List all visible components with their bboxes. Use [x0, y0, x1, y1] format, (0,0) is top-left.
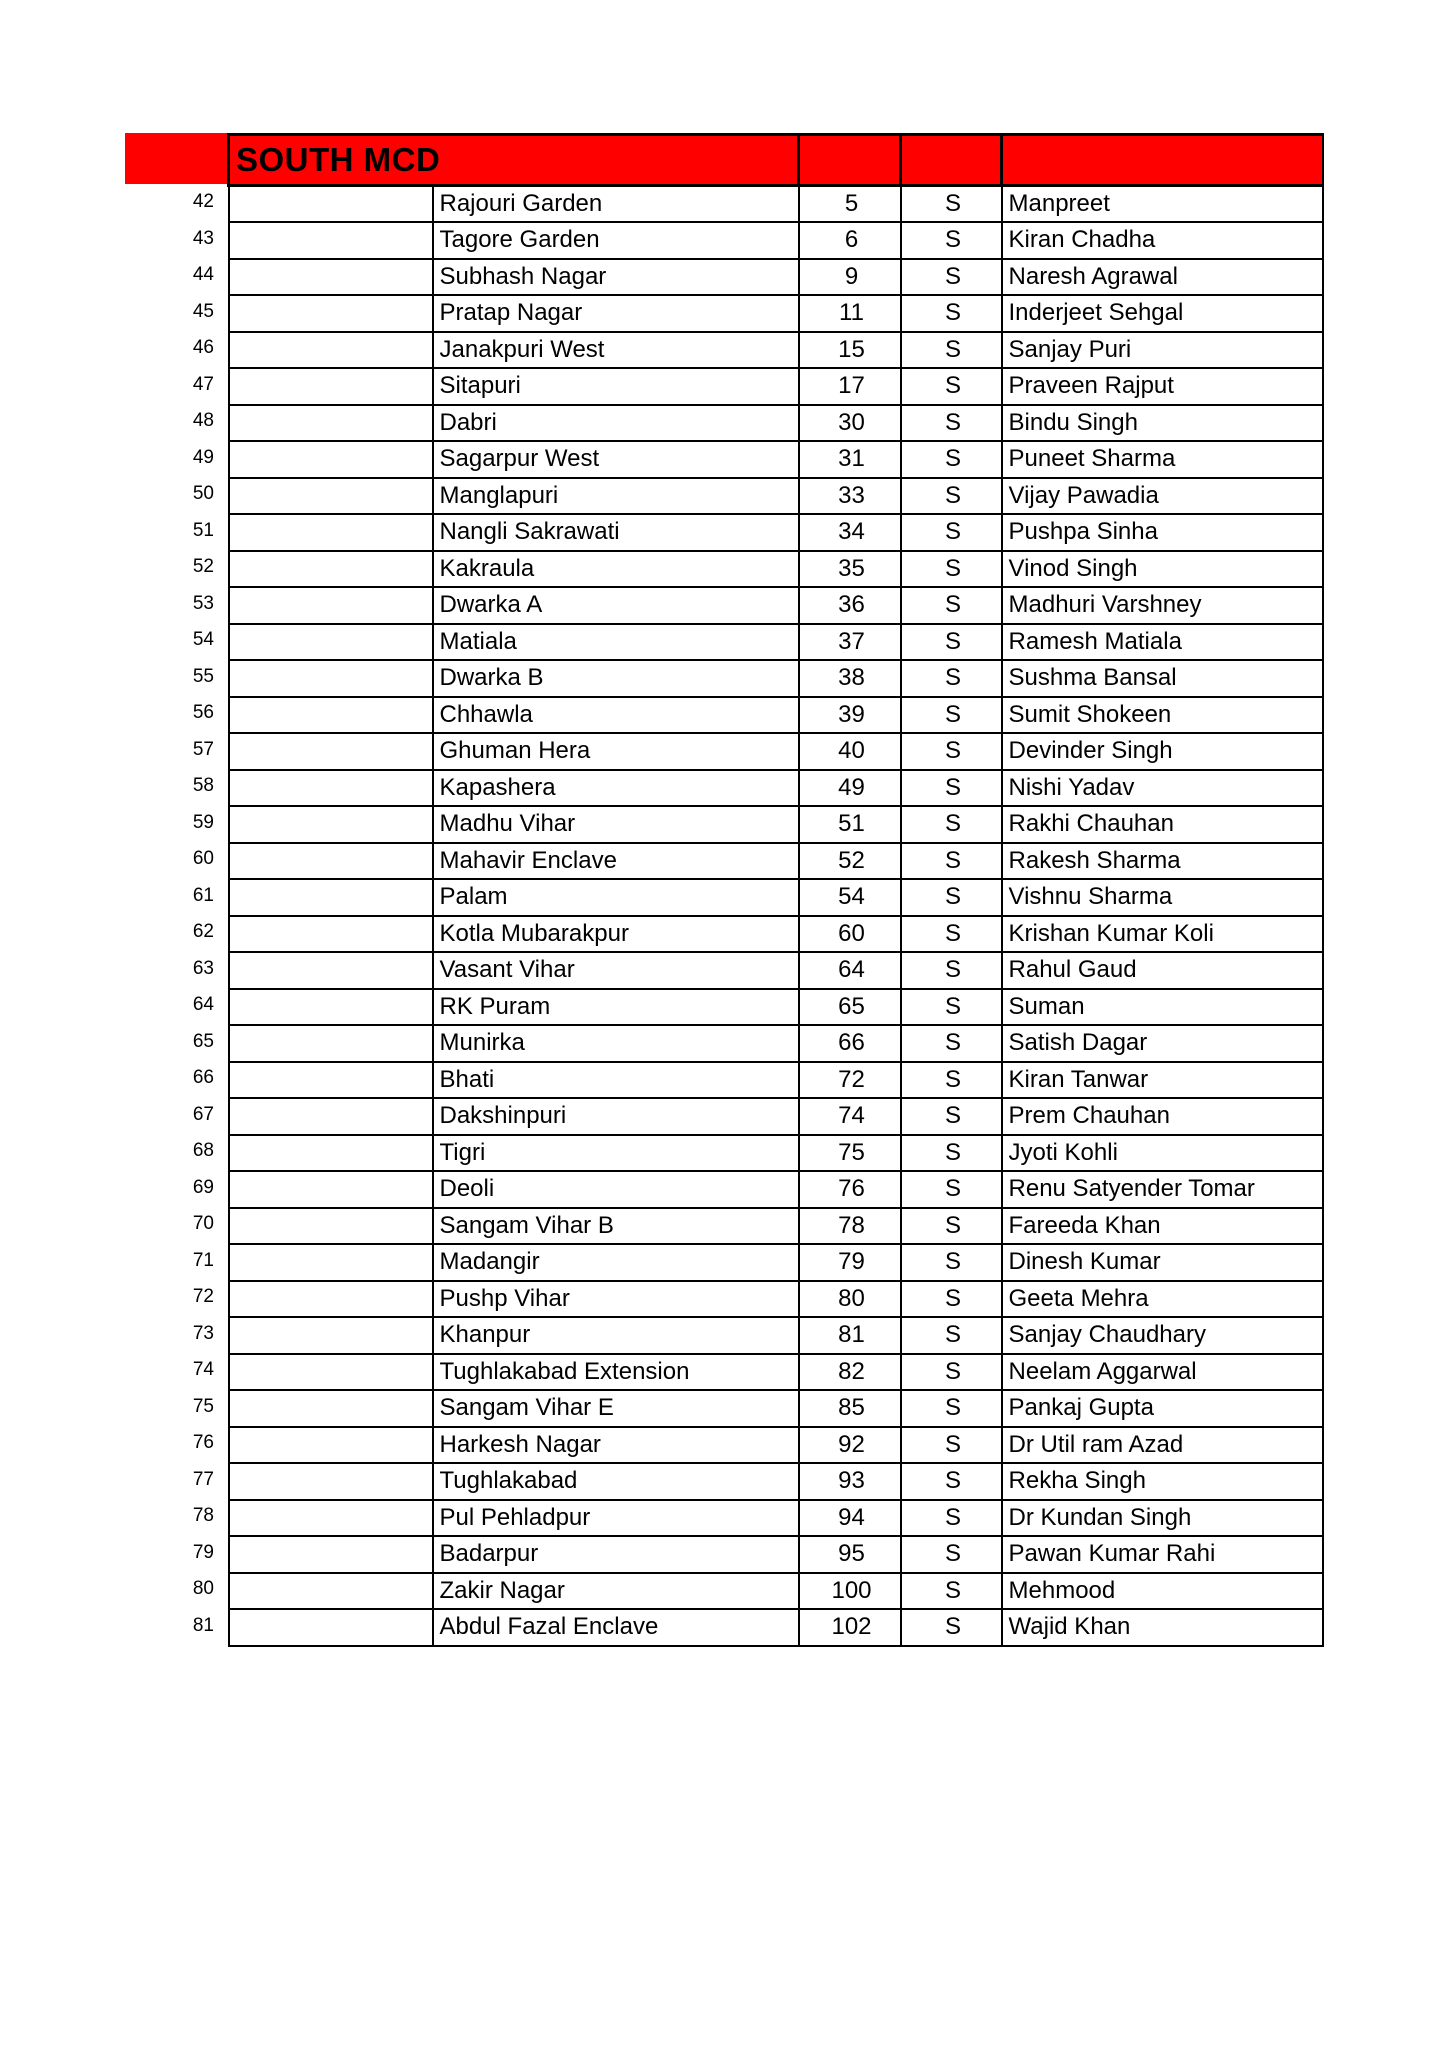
zone-cell: S	[901, 733, 1002, 770]
zone-cell: S	[901, 989, 1002, 1026]
area-cell: Kotla Mubarakpur	[433, 916, 799, 953]
row-number: 56	[192, 702, 214, 723]
name-cell: Dr Util ram Azad	[1002, 1427, 1323, 1464]
table-row	[229, 1500, 1323, 1537]
table-row	[229, 222, 1323, 259]
zone-cell: S	[901, 514, 1002, 551]
area-cell: Ghuman Hera	[433, 733, 799, 770]
area-cell: Sangam Vihar E	[433, 1390, 799, 1427]
table-row	[229, 259, 1323, 296]
zone-cell: S	[901, 1390, 1002, 1427]
table-row	[229, 1135, 1323, 1172]
zone-cell: S	[901, 952, 1002, 989]
row-number: 55	[192, 665, 214, 687]
row-number: 76	[192, 1432, 214, 1453]
row-number: 42	[192, 191, 214, 212]
area-cell: Pratap Nagar	[433, 295, 799, 332]
ward-number-cell: 64	[799, 952, 901, 989]
ward-number-cell: 60	[799, 916, 901, 953]
ward-number-cell: 33	[799, 478, 901, 515]
ward-number-cell: 31	[799, 441, 901, 478]
ward-number-cell: 81	[799, 1317, 901, 1354]
name-cell: Satish Dagar	[1002, 1025, 1323, 1062]
area-cell: Munirka	[433, 1025, 799, 1062]
zone-cell: S	[901, 1609, 1002, 1646]
table-row	[229, 368, 1323, 405]
blank-cell	[229, 733, 433, 770]
name-cell: Suman	[1002, 989, 1323, 1026]
area-cell: Pushp Vihar	[433, 1281, 799, 1318]
row-number: 44	[192, 264, 214, 285]
table-row	[229, 478, 1323, 515]
name-cell: Rahul Gaud	[1002, 952, 1323, 989]
zone-cell: S	[901, 697, 1002, 734]
ward-number-cell: 94	[799, 1500, 901, 1537]
zone-cell: S	[901, 368, 1002, 405]
table-header-row	[229, 135, 1323, 186]
blank-cell	[229, 514, 433, 551]
zone-cell: S	[901, 1317, 1002, 1354]
row-number: 53	[192, 592, 214, 614]
table-row	[229, 1208, 1323, 1245]
table-row	[229, 1609, 1323, 1646]
row-number: 51	[192, 519, 214, 541]
table-row	[229, 514, 1323, 551]
area-cell: Harkesh Nagar	[433, 1427, 799, 1464]
blank-cell	[229, 1281, 433, 1318]
name-cell: Devinder Singh	[1002, 733, 1323, 770]
table-row	[229, 1573, 1323, 1610]
zone-cell: S	[901, 916, 1002, 953]
name-cell: Pawan Kumar Rahi	[1002, 1536, 1323, 1573]
area-cell: Janakpuri West	[433, 332, 799, 369]
ward-number-cell: 72	[799, 1062, 901, 1099]
name-cell: Rekha Singh	[1002, 1463, 1323, 1500]
blank-cell	[229, 1354, 433, 1391]
ward-number-cell: 85	[799, 1390, 901, 1427]
blank-cell	[229, 952, 433, 989]
table-header-title-cell	[229, 135, 799, 186]
ward-number-cell: 37	[799, 624, 901, 661]
name-cell: Bindu Singh	[1002, 405, 1323, 442]
ward-number-cell: 80	[799, 1281, 901, 1318]
row-number: 43	[192, 227, 214, 249]
zone-cell: S	[901, 806, 1002, 843]
zone-cell: S	[901, 1573, 1002, 1610]
zone-cell: S	[901, 1135, 1002, 1172]
blank-cell	[229, 1135, 433, 1172]
zone-cell: S	[901, 295, 1002, 332]
name-cell: Ramesh Matiala	[1002, 624, 1323, 661]
table-row	[229, 916, 1323, 953]
zone-cell: S	[901, 441, 1002, 478]
zone-cell: S	[901, 1427, 1002, 1464]
row-number: 50	[192, 483, 214, 504]
zone-cell: S	[901, 1208, 1002, 1245]
table-row	[229, 441, 1323, 478]
blank-cell	[229, 441, 433, 478]
name-cell: Inderjeet Sehgal	[1002, 295, 1323, 332]
zone-cell: S	[901, 843, 1002, 880]
row-number: 58	[192, 775, 214, 796]
name-cell: Madhuri Varshney	[1002, 587, 1323, 624]
row-number: 67	[192, 1103, 214, 1125]
area-cell: Tughlakabad	[433, 1463, 799, 1500]
name-cell: Naresh Agrawal	[1002, 259, 1323, 296]
ward-number-cell: 35	[799, 551, 901, 588]
blank-cell	[229, 186, 433, 223]
area-cell: Madhu Vihar	[433, 806, 799, 843]
area-cell: Zakir Nagar	[433, 1573, 799, 1610]
area-cell: Chhawla	[433, 697, 799, 734]
ward-number-cell: 39	[799, 697, 901, 734]
zone-cell: S	[901, 1281, 1002, 1318]
name-cell: Krishan Kumar Koli	[1002, 916, 1323, 953]
ward-number-cell: 82	[799, 1354, 901, 1391]
name-cell: Sanjay Chaudhary	[1002, 1317, 1323, 1354]
area-cell: Sangam Vihar B	[433, 1208, 799, 1245]
area-cell: Dwarka A	[433, 587, 799, 624]
area-cell: Dabri	[433, 405, 799, 442]
ward-number-cell: 95	[799, 1536, 901, 1573]
row-number: 81	[192, 1614, 214, 1636]
blank-cell	[229, 587, 433, 624]
area-cell: Bhati	[433, 1062, 799, 1099]
area-cell: Manglapuri	[433, 478, 799, 515]
name-cell: Neelam Aggarwal	[1002, 1354, 1323, 1391]
row-number: 69	[192, 1176, 214, 1198]
blank-cell	[229, 806, 433, 843]
table-row	[229, 879, 1323, 916]
blank-cell	[229, 332, 433, 369]
name-cell: Vijay Pawadia	[1002, 478, 1323, 515]
ward-number-cell: 51	[799, 806, 901, 843]
zone-cell: S	[901, 660, 1002, 697]
name-cell: Nishi Yadav	[1002, 770, 1323, 807]
name-cell: Rakesh Sharma	[1002, 843, 1323, 880]
name-cell: Mehmood	[1002, 1573, 1323, 1610]
ward-number-cell: 78	[799, 1208, 901, 1245]
table-row	[229, 1390, 1323, 1427]
blank-cell	[229, 1609, 433, 1646]
row-number: 47	[192, 373, 214, 395]
ward-number-cell: 40	[799, 733, 901, 770]
table-row	[229, 1281, 1323, 1318]
row-number: 68	[192, 1140, 214, 1161]
blank-cell	[229, 660, 433, 697]
name-cell: Manpreet	[1002, 186, 1323, 223]
zone-cell: S	[901, 1062, 1002, 1099]
area-cell: Dakshinpuri	[433, 1098, 799, 1135]
area-cell: Nangli Sakrawati	[433, 514, 799, 551]
name-cell: Dr Kundan Singh	[1002, 1500, 1323, 1537]
row-number: 48	[192, 410, 214, 431]
name-cell: Rakhi Chauhan	[1002, 806, 1323, 843]
row-number: 49	[192, 446, 214, 468]
blank-cell	[229, 1463, 433, 1500]
blank-cell	[229, 1098, 433, 1135]
header-left-red-block	[125, 133, 227, 184]
table-header-name-cell	[1002, 135, 1323, 186]
ward-number-cell: 30	[799, 405, 901, 442]
zone-cell: S	[901, 1025, 1002, 1062]
ward-number-cell: 76	[799, 1171, 901, 1208]
area-cell: Sitapuri	[433, 368, 799, 405]
row-number-rail	[0, 184, 218, 1644]
table-row	[229, 770, 1323, 807]
row-number: 62	[192, 921, 214, 942]
zone-cell: S	[901, 587, 1002, 624]
row-number: 57	[192, 738, 214, 760]
ward-number-cell: 6	[799, 222, 901, 259]
area-cell: Kakraula	[433, 551, 799, 588]
blank-cell	[229, 368, 433, 405]
table-row	[229, 1062, 1323, 1099]
zone-cell: S	[901, 1536, 1002, 1573]
table-row	[229, 1427, 1323, 1464]
zone-cell: S	[901, 186, 1002, 223]
blank-cell	[229, 879, 433, 916]
table-row	[229, 952, 1323, 989]
zone-cell: S	[901, 332, 1002, 369]
table-row	[229, 660, 1323, 697]
zone-cell: S	[901, 1171, 1002, 1208]
row-number: 80	[192, 1578, 214, 1599]
ward-number-cell: 74	[799, 1098, 901, 1135]
ward-number-cell: 52	[799, 843, 901, 880]
blank-cell	[229, 1427, 433, 1464]
area-cell: Matiala	[433, 624, 799, 661]
ward-number-cell: 75	[799, 1135, 901, 1172]
blank-cell	[229, 222, 433, 259]
zone-cell: S	[901, 1354, 1002, 1391]
row-number: 61	[192, 884, 214, 906]
table-row	[229, 843, 1323, 880]
row-number: 65	[192, 1030, 214, 1052]
table-row	[229, 1536, 1323, 1573]
blank-cell	[229, 551, 433, 588]
table-row	[229, 1354, 1323, 1391]
blank-cell	[229, 1208, 433, 1245]
area-cell: Madangir	[433, 1244, 799, 1281]
area-cell: RK Puram	[433, 989, 799, 1026]
ward-number-cell: 54	[799, 879, 901, 916]
row-number: 70	[192, 1213, 214, 1234]
ward-number-cell: 49	[799, 770, 901, 807]
ward-number-cell: 15	[799, 332, 901, 369]
ward-number-cell: 9	[799, 259, 901, 296]
name-cell: Pushpa Sinha	[1002, 514, 1323, 551]
table-row	[229, 1463, 1323, 1500]
blank-cell	[229, 843, 433, 880]
blank-cell	[229, 1244, 433, 1281]
area-cell: Tagore Garden	[433, 222, 799, 259]
name-cell: Dinesh Kumar	[1002, 1244, 1323, 1281]
table-row	[229, 587, 1323, 624]
table-row	[229, 295, 1323, 332]
row-number: 75	[192, 1395, 214, 1417]
area-cell: Subhash Nagar	[433, 259, 799, 296]
row-number: 79	[192, 1541, 214, 1563]
blank-cell	[229, 478, 433, 515]
blank-cell	[229, 1062, 433, 1099]
name-cell: Renu Satyender Tomar	[1002, 1171, 1323, 1208]
table-row	[229, 697, 1323, 734]
name-cell: Sumit Shokeen	[1002, 697, 1323, 734]
zone-cell: S	[901, 1098, 1002, 1135]
name-cell: Sanjay Puri	[1002, 332, 1323, 369]
row-number: 52	[192, 556, 214, 577]
blank-cell	[229, 1390, 433, 1427]
name-cell: Jyoti Kohli	[1002, 1135, 1323, 1172]
area-cell: Rajouri Garden	[433, 186, 799, 223]
ward-number-cell: 38	[799, 660, 901, 697]
zone-cell: S	[901, 1463, 1002, 1500]
area-cell: Mahavir Enclave	[433, 843, 799, 880]
name-cell: Kiran Chadha	[1002, 222, 1323, 259]
blank-cell	[229, 259, 433, 296]
table-row	[229, 1171, 1323, 1208]
ward-number-cell: 36	[799, 587, 901, 624]
area-cell: Kapashera	[433, 770, 799, 807]
name-cell: Kiran Tanwar	[1002, 1062, 1323, 1099]
table-row	[229, 806, 1323, 843]
table-row	[229, 332, 1323, 369]
row-number: 64	[192, 994, 214, 1015]
ward-number-cell: 79	[799, 1244, 901, 1281]
zone-cell: S	[901, 1500, 1002, 1537]
table-header-ward-cell	[799, 135, 901, 186]
blank-cell	[229, 624, 433, 661]
area-cell: Khanpur	[433, 1317, 799, 1354]
blank-cell	[229, 1317, 433, 1354]
south-mcd-table	[227, 133, 1324, 1647]
zone-cell: S	[901, 259, 1002, 296]
ward-number-cell: 100	[799, 1573, 901, 1610]
area-cell: Sagarpur West	[433, 441, 799, 478]
blank-cell	[229, 1025, 433, 1062]
blank-cell	[229, 770, 433, 807]
row-number: 66	[192, 1067, 214, 1088]
area-cell: Deoli	[433, 1171, 799, 1208]
blank-cell	[229, 1500, 433, 1537]
row-number: 46	[192, 337, 214, 358]
zone-cell: S	[901, 770, 1002, 807]
zone-cell: S	[901, 478, 1002, 515]
name-cell: Praveen Rajput	[1002, 368, 1323, 405]
name-cell: Vinod Singh	[1002, 551, 1323, 588]
blank-cell	[229, 1573, 433, 1610]
name-cell: Prem Chauhan	[1002, 1098, 1323, 1135]
area-cell: Palam	[433, 879, 799, 916]
table-row	[229, 1098, 1323, 1135]
area-cell: Tughlakabad Extension	[433, 1354, 799, 1391]
ward-number-cell: 5	[799, 186, 901, 223]
name-cell: Fareeda Khan	[1002, 1208, 1323, 1245]
blank-cell	[229, 916, 433, 953]
blank-cell	[229, 1536, 433, 1573]
blank-cell	[229, 295, 433, 332]
row-number: 73	[192, 1322, 214, 1344]
ward-number-cell: 102	[799, 1609, 901, 1646]
ward-number-cell: 66	[799, 1025, 901, 1062]
zone-cell: S	[901, 879, 1002, 916]
row-number: 74	[192, 1359, 214, 1380]
blank-cell	[229, 1171, 433, 1208]
ward-number-cell: 93	[799, 1463, 901, 1500]
name-cell: Wajid Khan	[1002, 1609, 1323, 1646]
area-cell: Dwarka B	[433, 660, 799, 697]
name-cell: Puneet Sharma	[1002, 441, 1323, 478]
table-row	[229, 551, 1323, 588]
row-number: 45	[192, 300, 214, 322]
name-cell: Vishnu Sharma	[1002, 879, 1323, 916]
area-cell: Vasant Vihar	[433, 952, 799, 989]
table-row	[229, 624, 1323, 661]
zone-cell: S	[901, 405, 1002, 442]
table-body	[229, 186, 1323, 1646]
name-cell: Pankaj Gupta	[1002, 1390, 1323, 1427]
zone-cell: S	[901, 551, 1002, 588]
table-row	[229, 1025, 1323, 1062]
table-row	[229, 405, 1323, 442]
area-cell: Badarpur	[433, 1536, 799, 1573]
ward-number-cell: 11	[799, 295, 901, 332]
ward-number-cell: 34	[799, 514, 901, 551]
table-header-zone-cell	[901, 135, 1002, 186]
table-row	[229, 1244, 1323, 1281]
row-number: 63	[192, 957, 214, 979]
blank-cell	[229, 405, 433, 442]
blank-cell	[229, 989, 433, 1026]
row-number: 54	[192, 629, 214, 650]
table-row	[229, 1317, 1323, 1354]
name-cell: Sushma Bansal	[1002, 660, 1323, 697]
row-number: 59	[192, 811, 214, 833]
zone-cell: S	[901, 222, 1002, 259]
table-row	[229, 186, 1323, 223]
zone-cell: S	[901, 624, 1002, 661]
row-number: 60	[192, 848, 214, 869]
ward-number-cell: 92	[799, 1427, 901, 1464]
blank-cell	[229, 697, 433, 734]
row-number: 78	[192, 1505, 214, 1526]
row-number: 77	[192, 1468, 214, 1490]
name-cell: Geeta Mehra	[1002, 1281, 1323, 1318]
table-title: SOUTH MCD	[236, 141, 441, 178]
ward-number-cell: 17	[799, 368, 901, 405]
area-cell: Pul Pehladpur	[433, 1500, 799, 1537]
area-cell: Tigri	[433, 1135, 799, 1172]
table-row	[229, 733, 1323, 770]
row-number: 71	[192, 1249, 214, 1271]
zone-cell: S	[901, 1244, 1002, 1281]
area-cell: Abdul Fazal Enclave	[433, 1609, 799, 1646]
row-number: 72	[192, 1286, 214, 1307]
ward-number-cell: 65	[799, 989, 901, 1026]
table-row	[229, 989, 1323, 1026]
